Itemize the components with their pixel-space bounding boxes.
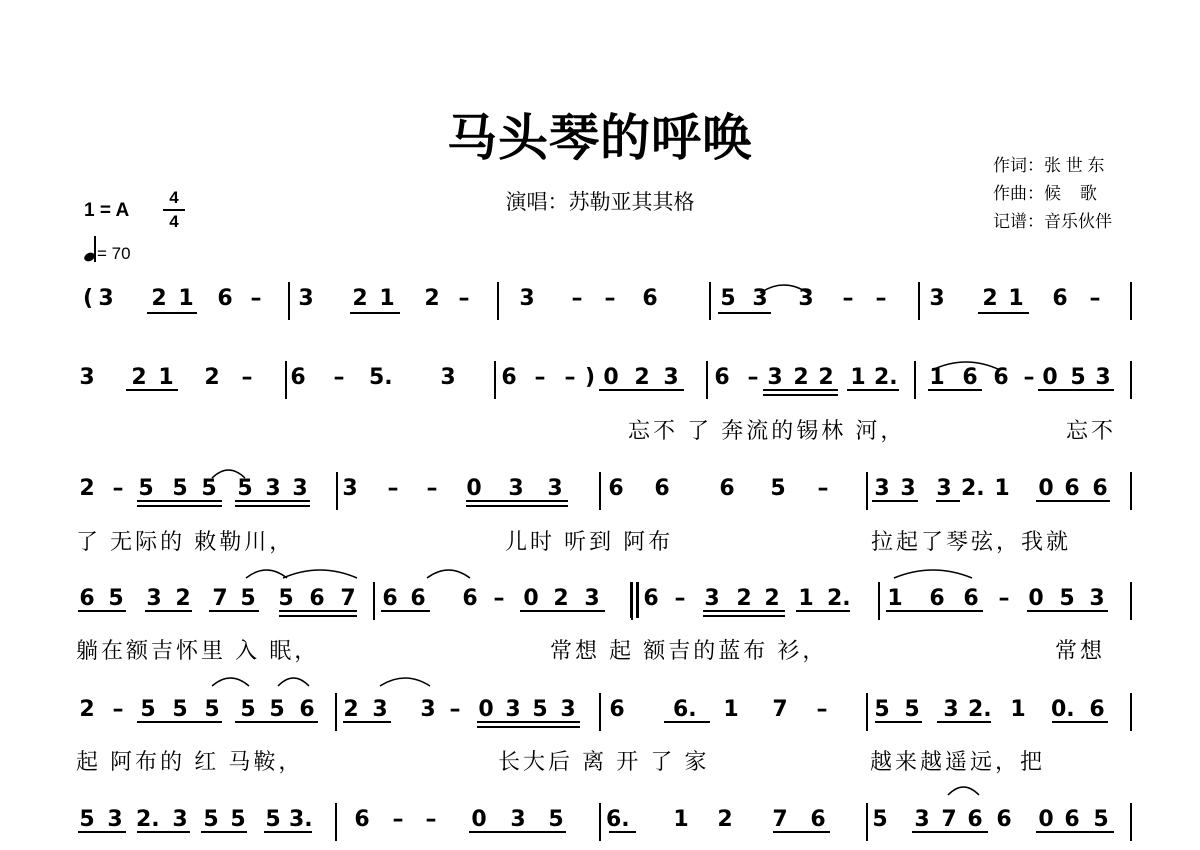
note: 7 xyxy=(212,586,228,611)
note: 3 xyxy=(265,476,281,501)
note: 3. xyxy=(289,807,313,832)
note: 6 xyxy=(929,586,945,611)
note: 3 xyxy=(584,586,600,611)
note: 3 xyxy=(560,697,576,722)
note: 5 xyxy=(265,807,281,832)
lyric-text: 常想 起 额吉的蓝布 衫， xyxy=(550,638,828,663)
note: 5 xyxy=(172,697,188,722)
note: 6 xyxy=(382,586,398,611)
note: 0 xyxy=(1028,586,1044,611)
note: 2 xyxy=(131,365,147,390)
note: 6. xyxy=(606,807,630,832)
note: 0 xyxy=(1042,365,1058,390)
note: 2 xyxy=(982,286,998,311)
note: 5 xyxy=(237,476,253,501)
lyric-text: 常想 xyxy=(1055,638,1106,663)
lyric-text: 拉起了琴弦，我就 xyxy=(871,529,1072,554)
note: 5 xyxy=(904,697,920,722)
slur-mark xyxy=(246,570,287,578)
note: – xyxy=(564,365,576,390)
slur-mark xyxy=(283,570,357,578)
note: 6 xyxy=(1092,476,1108,501)
note: – xyxy=(425,807,437,832)
note: 3 xyxy=(914,807,930,832)
note: 2 xyxy=(424,286,440,311)
note: 5 xyxy=(172,476,188,501)
note: 3 xyxy=(98,286,114,311)
note: 2 xyxy=(175,586,191,611)
note: 6 xyxy=(714,365,730,390)
note: 7 xyxy=(340,586,356,611)
lyric-text: 忘不 了 奔流的锡林 河， xyxy=(628,418,906,443)
note: 1 xyxy=(887,586,903,611)
note: 5 xyxy=(201,476,217,501)
note: 5 xyxy=(1093,807,1109,832)
note: 6 xyxy=(309,586,325,611)
note: 5 xyxy=(1070,365,1086,390)
note: 2 xyxy=(793,365,809,390)
note: – xyxy=(1023,365,1035,390)
note: – xyxy=(112,697,124,722)
slur-mark xyxy=(894,570,972,578)
note: 1 xyxy=(158,365,174,390)
note: 6 xyxy=(967,807,983,832)
note: 5 xyxy=(770,476,786,501)
note: 6 xyxy=(354,807,370,832)
note: – xyxy=(674,586,686,611)
note: 3 xyxy=(547,476,563,501)
note: 3 xyxy=(372,697,388,722)
note: 3 xyxy=(663,365,679,390)
note: 2. xyxy=(874,365,898,390)
note: 1 xyxy=(379,286,395,311)
note: 6 xyxy=(501,365,517,390)
note: 3 xyxy=(292,476,308,501)
lyric-text: 长大后 离 开 了 家 xyxy=(498,749,710,774)
note: 6 xyxy=(290,365,306,390)
note: 6 xyxy=(993,365,1009,390)
slur-mark xyxy=(932,362,1000,370)
note: – xyxy=(571,286,583,311)
note: 3 xyxy=(519,286,535,311)
note: 5 xyxy=(230,807,246,832)
note: 3 xyxy=(900,476,916,501)
note: – xyxy=(493,586,505,611)
slur-mark xyxy=(278,678,309,686)
note: 2 xyxy=(764,586,780,611)
lyric-text: 了 无际的 敕勒川， xyxy=(76,529,295,554)
note: – xyxy=(449,697,461,722)
note: 1 xyxy=(673,807,689,832)
note: – xyxy=(816,697,828,722)
note: 0 xyxy=(1038,807,1054,832)
note: 6. xyxy=(673,697,697,722)
note: 5 xyxy=(240,697,256,722)
note: 1 xyxy=(850,365,866,390)
time-signature-bottom: 4 xyxy=(169,212,179,231)
note: – xyxy=(458,286,470,311)
repeat-sign xyxy=(630,582,633,618)
note: 5 xyxy=(532,697,548,722)
lyric-text: 起 阿布的 红 马鞍， xyxy=(76,749,304,774)
note: 3 xyxy=(342,476,358,501)
note: 3 xyxy=(798,286,814,311)
note: – xyxy=(842,286,854,311)
slur-mark xyxy=(212,470,245,478)
key-signature: 1 = A xyxy=(84,200,130,221)
note: 3 xyxy=(874,476,890,501)
tempo-value: = 70 xyxy=(97,244,131,263)
note: 3 xyxy=(172,807,188,832)
note: 5 xyxy=(278,586,294,611)
note: – xyxy=(241,365,253,390)
note: 7 xyxy=(941,807,957,832)
note: 5 xyxy=(720,286,736,311)
note: 6 xyxy=(1064,476,1080,501)
note: 2. xyxy=(136,807,160,832)
note: 6 xyxy=(410,586,426,611)
note: 2 xyxy=(204,365,220,390)
note: 3 xyxy=(1089,586,1105,611)
note: 5 xyxy=(548,807,564,832)
note: 5 xyxy=(1059,586,1075,611)
note: 2 xyxy=(634,365,650,390)
note: 1 xyxy=(178,286,194,311)
note: 3 xyxy=(510,807,526,832)
note: 6 xyxy=(643,586,659,611)
note: 0 xyxy=(471,807,487,832)
note: – xyxy=(534,365,546,390)
note: 3 xyxy=(420,697,436,722)
slur-mark xyxy=(760,285,808,293)
note: 2 xyxy=(553,586,569,611)
note: 2 xyxy=(717,807,733,832)
note: 0. xyxy=(1051,697,1075,722)
note: – xyxy=(817,476,829,501)
composer-credit: 作曲：候 歌 xyxy=(993,184,1097,203)
note: – xyxy=(875,286,887,311)
score-title: 马头琴的呼唤 xyxy=(447,109,753,167)
note: 5 xyxy=(138,476,154,501)
note: 7 xyxy=(772,697,788,722)
note: 5 xyxy=(79,807,95,832)
note: 3 xyxy=(752,286,768,311)
note: 6 xyxy=(654,476,670,501)
note: 2 xyxy=(151,286,167,311)
note: 6 xyxy=(462,586,478,611)
note: 5 xyxy=(872,807,888,832)
note: 6 xyxy=(609,697,625,722)
singer-credit: 演唱：苏勒亚其其格 xyxy=(505,191,695,214)
lyric-text: 忘不 xyxy=(1066,418,1117,443)
note: 2 xyxy=(736,586,752,611)
note: 5 xyxy=(108,586,124,611)
note: 6 xyxy=(217,286,233,311)
note: 3 xyxy=(936,476,952,501)
note: ( xyxy=(82,286,94,311)
note: 3 xyxy=(767,365,783,390)
slur-mark xyxy=(212,678,249,686)
slur-mark xyxy=(948,787,979,795)
lyric-text: 儿时 听到 阿布 xyxy=(505,529,674,554)
note: 0 xyxy=(603,365,619,390)
note: 1 xyxy=(1008,286,1024,311)
note: 3 xyxy=(505,697,521,722)
note: 2. xyxy=(827,586,851,611)
note: 3 xyxy=(79,365,95,390)
note: 6 xyxy=(963,586,979,611)
note: – xyxy=(333,365,345,390)
note: – xyxy=(1089,286,1101,311)
time-signature-top: 4 xyxy=(169,188,179,207)
slur-mark xyxy=(380,678,430,686)
note: 5 xyxy=(204,697,220,722)
note: 7 xyxy=(772,807,788,832)
note: 2. xyxy=(961,476,985,501)
note: 6 xyxy=(1089,697,1105,722)
note: 6 xyxy=(996,807,1012,832)
note: – xyxy=(998,586,1010,611)
note: – xyxy=(604,286,616,311)
repeat-sign xyxy=(636,582,639,618)
note: 6 xyxy=(299,697,315,722)
note: 5 xyxy=(874,697,890,722)
note: 5. xyxy=(369,365,393,390)
note: 2 xyxy=(352,286,368,311)
note: 0 xyxy=(1038,476,1054,501)
note: 0 xyxy=(478,697,494,722)
lyric-text: 越来越遥远，把 xyxy=(870,749,1046,774)
lyric-text: 躺在额吉怀里 入 眠， xyxy=(76,638,320,663)
note: 3 xyxy=(1095,365,1111,390)
note: 0 xyxy=(523,586,539,611)
note: 5 xyxy=(240,586,256,611)
note: 5 xyxy=(269,697,285,722)
note: ) xyxy=(584,365,596,390)
note: 6 xyxy=(810,807,826,832)
note: 2. xyxy=(968,697,992,722)
note: 5 xyxy=(203,807,219,832)
note: 6 xyxy=(642,286,658,311)
note: 6 xyxy=(608,476,624,501)
note: 6 xyxy=(1052,286,1068,311)
note: 3 xyxy=(508,476,524,501)
note: 1 xyxy=(1010,697,1026,722)
note: 2 xyxy=(79,476,95,501)
note: 0 xyxy=(466,476,482,501)
note: 3 xyxy=(146,586,162,611)
note: 3 xyxy=(107,807,123,832)
note: 3 xyxy=(704,586,720,611)
note: 5 xyxy=(140,697,156,722)
note: 3 xyxy=(440,365,456,390)
note: 2 xyxy=(343,697,359,722)
note: – xyxy=(112,476,124,501)
note: 2 xyxy=(818,365,834,390)
note: 1 xyxy=(798,586,814,611)
note: 3 xyxy=(929,286,945,311)
slur-mark xyxy=(427,570,470,578)
note: 1 xyxy=(723,697,739,722)
note: 6 xyxy=(79,586,95,611)
lyricist-credit: 作词：张 世 东 xyxy=(993,156,1105,175)
note: – xyxy=(392,807,404,832)
note: 1 xyxy=(994,476,1010,501)
note: – xyxy=(747,365,759,390)
note: – xyxy=(426,476,438,501)
note: 6 xyxy=(962,365,978,390)
note: 6 xyxy=(719,476,735,501)
transcriber-credit: 记谱：音乐伙伴 xyxy=(993,212,1112,231)
note: 2 xyxy=(79,697,95,722)
note: 3 xyxy=(298,286,314,311)
note: 6 xyxy=(1064,807,1080,832)
note: – xyxy=(387,476,399,501)
note: 1 xyxy=(929,365,945,390)
note: 3 xyxy=(943,697,959,722)
note: – xyxy=(250,286,262,311)
